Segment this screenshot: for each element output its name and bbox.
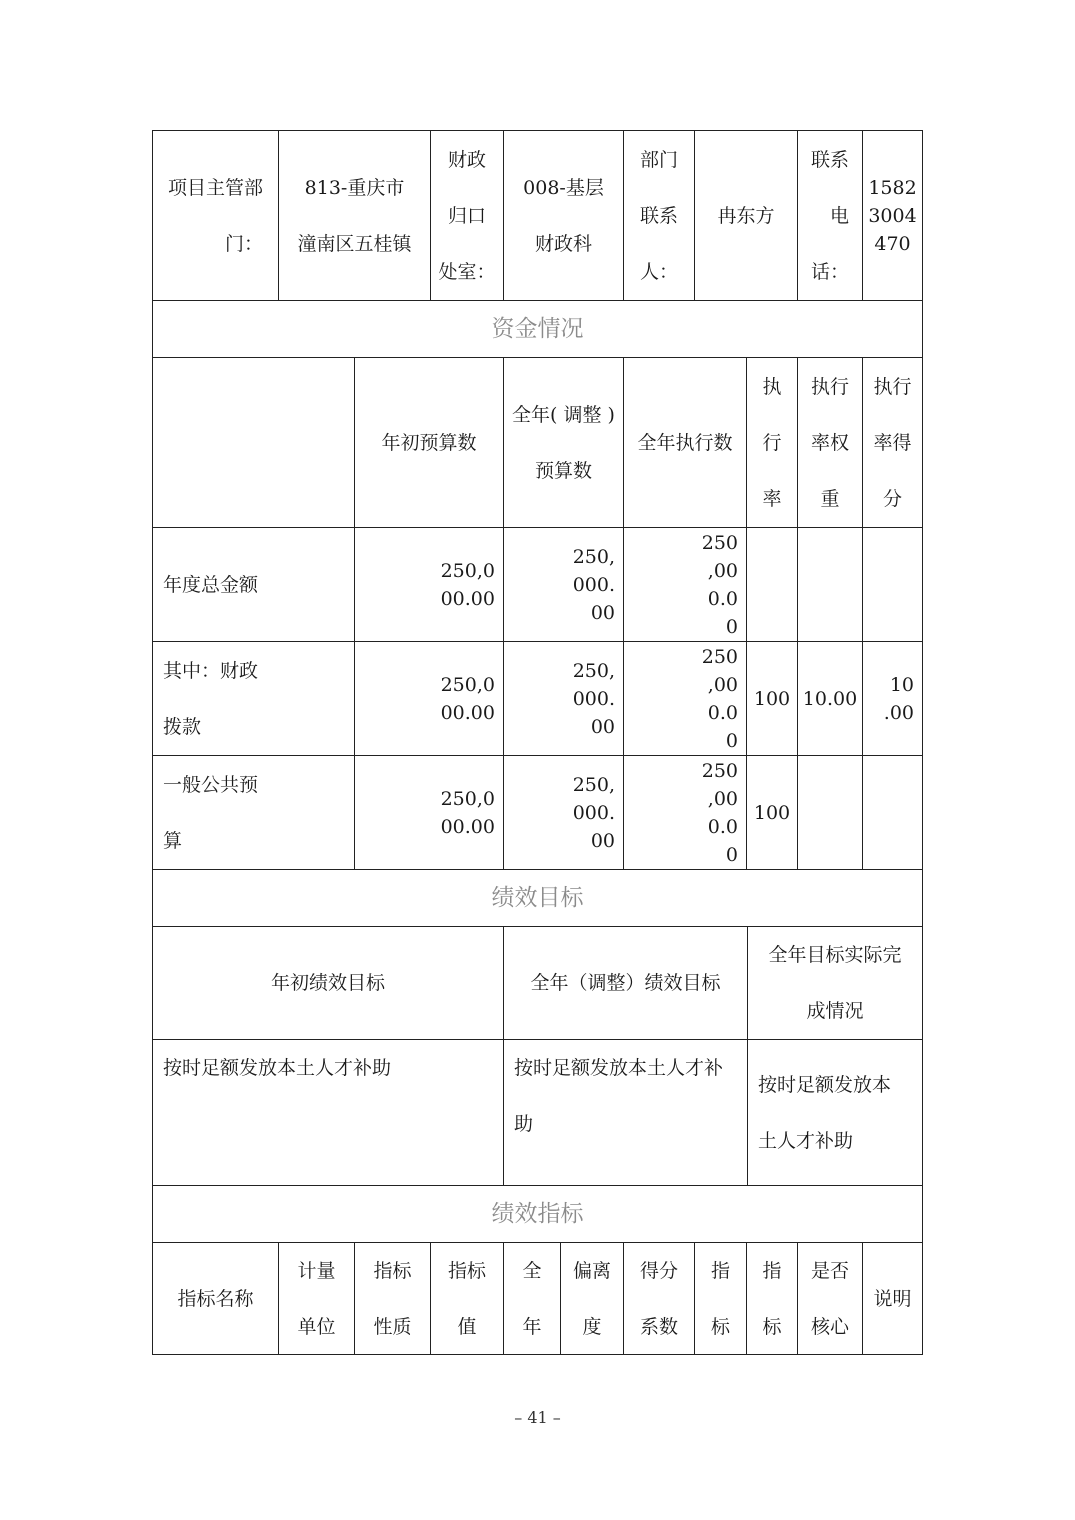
phone-value: 1582 3004 470 (868, 176, 917, 255)
funds-row-1-label: 其中：财政 拨款 (163, 659, 259, 738)
funds-row-rate (746, 755, 798, 870)
funds-header-executed (623, 357, 747, 528)
finance-value-cell (503, 130, 624, 301)
ind-header-9: 是否 核心 (810, 1259, 849, 1338)
funds-row-executed (623, 527, 747, 642)
funds-row-adjusted (503, 641, 624, 756)
goals-header-1: 全年（调整）绩效目标 (530, 972, 721, 994)
funds-row-adjusted (503, 755, 624, 870)
funds-header-adjusted (503, 357, 624, 528)
funds-row-weight (797, 641, 863, 756)
funds-row-score (862, 527, 923, 642)
phone-label: 联系 电 话： (810, 148, 849, 283)
ind-header-1: 计量 单位 (297, 1259, 336, 1338)
funds-section-title-cell (152, 300, 923, 358)
funds-row-2-label: 一般公共预 算 (163, 773, 259, 852)
funds-row-0-label: 年度总金额 (163, 573, 259, 596)
contact-value: 冉东方 (717, 204, 775, 227)
ind-header-7: 指 标 (710, 1259, 730, 1338)
goals-header-2: 全年目标实际完 成情况 (768, 944, 902, 1022)
phone-label-cell (797, 130, 863, 301)
goal-actual: 按时足额发放本 土人才补助 (758, 1073, 892, 1152)
ind-header-6: 得分 系数 (639, 1259, 678, 1338)
goal-initial-cell (152, 1039, 504, 1186)
dept-label: 项目主管部 门： (167, 176, 263, 255)
ind-header-coefficient (623, 1242, 695, 1355)
goal-actual-cell (747, 1039, 923, 1186)
ind-header-note (862, 1242, 923, 1355)
goals-section-title-cell (152, 869, 923, 927)
funds-header-1: 年初预算数 (381, 431, 477, 454)
funds-header-initial (354, 357, 504, 528)
ind-header-unit (278, 1242, 355, 1355)
funds-row-rate (746, 641, 798, 756)
ind-header-indicator-b (746, 1242, 798, 1355)
funds-header-6: 执行 率得 分 (873, 375, 912, 510)
contact-label: 部门 联系 人： (639, 148, 678, 283)
funds-header-empty (152, 357, 355, 528)
budget-performance-table (152, 130, 923, 1355)
goals-header-0: 年初绩效目标 (270, 972, 385, 994)
funds-row-initial (354, 755, 504, 870)
goals-header-adjusted (503, 926, 748, 1040)
funds-row-1-score: 10 .00 (883, 673, 914, 724)
contact-value-cell (694, 130, 798, 301)
goal-adjusted-cell (503, 1039, 748, 1186)
ind-header-0: 指标名称 (177, 1287, 254, 1310)
funds-row-initial (354, 641, 504, 756)
contact-label-cell (623, 130, 695, 301)
funds-row-1-executed: 250 ,00 0.0 0 (701, 645, 738, 752)
funds-row-2-executed: 250 ,00 0.0 0 (701, 759, 738, 866)
ind-header-indicator-a (694, 1242, 747, 1355)
funds-row-label (152, 755, 355, 870)
finance-label-cell (430, 130, 504, 301)
funds-header-4: 执 行 率 (762, 375, 782, 510)
funds-row-rate (746, 527, 798, 642)
funds-header-weight (797, 357, 863, 528)
ind-header-2: 指标 性质 (373, 1259, 412, 1338)
ind-header-8: 指 标 (762, 1259, 782, 1338)
ind-header-5: 偏离 度 (572, 1259, 611, 1338)
funds-row-weight (797, 755, 863, 870)
ind-header-value (430, 1242, 504, 1355)
funds-row-0-executed: 250 ,00 0.0 0 (701, 531, 738, 638)
indicators-section-title-cell (152, 1185, 923, 1243)
ind-header-3: 指标 值 (447, 1259, 486, 1338)
goals-header-actual (747, 926, 923, 1040)
ind-header-name (152, 1242, 279, 1355)
funds-row-0-initial: 250,0 00.00 (440, 559, 495, 610)
finance-label: 财政 归口 处室： (438, 148, 496, 283)
funds-row-score (862, 755, 923, 870)
funds-header-2: 全年( 调整 ) 预算数 (512, 403, 615, 482)
ind-header-year (503, 1242, 561, 1355)
ind-header-core (797, 1242, 863, 1355)
ind-header-4: 全 年 (522, 1259, 542, 1338)
funds-row-0-adjusted: 250, 000. 00 (572, 545, 615, 624)
dept-label-cell (152, 130, 279, 301)
funds-row-2-rate: 100 (753, 801, 791, 824)
funds-header-score (862, 357, 923, 528)
funds-row-2-adjusted: 250, 000. 00 (572, 773, 615, 852)
goals-section-title: 绩效目标 (491, 884, 584, 911)
funds-row-label (152, 641, 355, 756)
funds-row-1-adjusted: 250, 000. 00 (572, 659, 615, 738)
goal-initial: 按时足额发放本土人才补助 (163, 1057, 392, 1079)
funds-row-1-initial: 250,0 00.00 (440, 673, 495, 724)
indicators-section-title: 绩效指标 (491, 1200, 584, 1227)
funds-header-rate (746, 357, 798, 528)
funds-header-5: 执行 率权 重 (810, 375, 849, 510)
funds-row-score (862, 641, 923, 756)
funds-row-1-rate: 100 (753, 687, 791, 710)
funds-row-2-initial: 250,0 00.00 (440, 787, 495, 838)
funds-row-executed (623, 755, 747, 870)
dept-value-cell (278, 130, 431, 301)
funds-row-executed (623, 641, 747, 756)
goal-adjusted: 按时足额发放本土人才补 助 (514, 1057, 724, 1135)
ind-header-10: 说明 (873, 1287, 912, 1310)
goals-header-initial (152, 926, 504, 1040)
ind-header-deviation (560, 1242, 624, 1355)
dept-value: 813-重庆市 潼南区五桂镇 (297, 176, 412, 255)
page-number: – 41 – (514, 1408, 561, 1427)
funds-header-3: 全年执行数 (637, 431, 733, 454)
funds-section-title: 资金情况 (491, 315, 584, 342)
funds-row-1-weight: 10.00 (802, 687, 858, 710)
funds-row-label (152, 527, 355, 642)
funds-row-adjusted (503, 527, 624, 642)
funds-row-weight (797, 527, 863, 642)
finance-value: 008-基层 财政科 (523, 176, 604, 255)
phone-value-cell (862, 130, 923, 301)
funds-row-initial (354, 527, 504, 642)
ind-header-nature (354, 1242, 431, 1355)
